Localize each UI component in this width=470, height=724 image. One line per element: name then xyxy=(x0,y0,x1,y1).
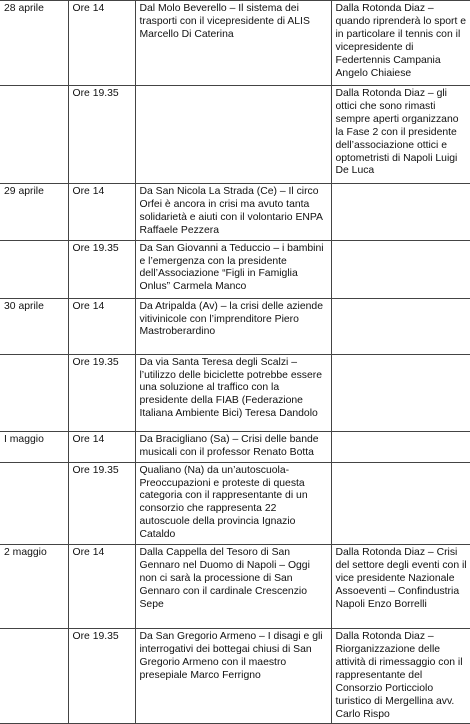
table-row xyxy=(0,298,470,354)
time-cell: Ore 14 xyxy=(68,431,135,462)
time-cell: Ore 14 xyxy=(68,545,135,629)
table-row xyxy=(0,86,470,184)
date-cell xyxy=(0,354,68,431)
location-topic-cell: Qualiano (Na) da un’autoscuola-Preoccupazioni e proteste di questa categoria con il rappresentante di un consorzio che rappresenta 22 autoscuole della provincia Ignazio Cataldo xyxy=(135,462,331,544)
date-cell xyxy=(0,240,68,298)
time-cell: Ore 19.35 xyxy=(68,86,135,184)
location-topic-cell: Da San Giovanni a Teduccio – i bambini e l’emergenza con la presidente dell’Associazione “Figli in Famiglia Onlus” Carmela Manco xyxy=(135,240,331,298)
extra-segment-cell: Dalla Rotonda Diaz – Riorganizzazione delle attività di rimessaggio con il rappresentante del Consorzio Porticciolo turistico di Mergellina avv. Carlo Rispo xyxy=(331,629,470,724)
location-topic-cell: Da Atripalda (Av) – la crisi delle aziende vitivinicole con l’imprenditore Piero Mastroberardino xyxy=(135,298,331,354)
date-cell: 2 maggio xyxy=(0,545,68,629)
extra-segment-cell xyxy=(331,431,470,462)
time-cell: Ore 19.35 xyxy=(68,354,135,431)
extra-segment-cell: Dalla Rotonda Diaz – quando riprenderà lo sport e in particolare il tennis con il vicepresidente di Federtennis Campania Angelo Chiaiese xyxy=(331,1,470,86)
extra-segment-cell xyxy=(331,240,470,298)
table-row xyxy=(0,184,470,241)
time-cell: Ore 19.35 xyxy=(68,629,135,724)
date-cell: I maggio xyxy=(0,431,68,462)
extra-segment-cell xyxy=(331,462,470,544)
date-cell xyxy=(0,86,68,184)
extra-segment-cell: Dalla Rotonda Diaz – Crisi del settore degli eventi con il vice presidente Nazionale Assoeventi – Confindustria Napoli Enzo Borrelli xyxy=(331,545,470,629)
extra-segment-cell xyxy=(331,354,470,431)
location-topic-cell: Da Bracigliano (Sa) – Crisi delle bande musicali con il professor Renato Botta xyxy=(135,431,331,462)
extra-segment-cell xyxy=(331,184,470,241)
table-row xyxy=(0,240,470,298)
location-topic-cell: Da San Gregorio Armeno – I disagi e gli interrogativi dei bottegai chiusi di San Gregorio Armeno con il maestro presepiale Marco Ferrigno xyxy=(135,629,331,724)
location-topic-cell xyxy=(135,86,331,184)
date-cell xyxy=(0,462,68,544)
date-cell xyxy=(0,629,68,724)
location-topic-cell: Dalla Cappella del Tesoro di San Gennaro nel Duomo di Napoli – Oggi non ci sarà la processione di San Gennaro con il cardinale Crescenzio Sepe xyxy=(135,545,331,629)
date-cell: 28 aprile xyxy=(0,1,68,86)
table-row xyxy=(0,354,470,431)
table-row xyxy=(0,545,470,629)
extra-segment-cell xyxy=(331,298,470,354)
table-row xyxy=(0,431,470,462)
schedule-body xyxy=(0,1,470,724)
time-cell: Ore 19.35 xyxy=(68,462,135,544)
time-cell: Ore 14 xyxy=(68,298,135,354)
time-cell: Ore 14 xyxy=(68,184,135,241)
location-topic-cell: Da via Santa Teresa degli Scalzi – l’utilizzo delle biciclette potrebbe essere una soluzione al traffico con la presidente della FIAB (Federazione Italiana Ambiente Bici) Teresa Dandolo xyxy=(135,354,331,431)
date-cell: 29 aprile xyxy=(0,184,68,241)
table-row xyxy=(0,1,470,86)
table-row xyxy=(0,462,470,544)
time-cell: Ore 14 xyxy=(68,1,135,86)
time-cell: Ore 19.35 xyxy=(68,240,135,298)
extra-segment-cell: Dalla Rotonda Diaz – gli ottici che sono rimasti sempre aperti organizzano la Fase 2 con il presidente dell’associazione ottici e optometristi di Napoli Luigi De Luca xyxy=(331,86,470,184)
location-topic-cell: Dal Molo Beverello – Il sistema dei trasporti con il vicepresidente di ALIS Marcello Di Caterina xyxy=(135,1,331,86)
location-topic-cell: Da San Nicola La Strada (Ce) – Il circo Orfei è ancora in crisi ma avuto tanta solidarietà e aiuti con il volontario ENPA Raffaele Pezzera xyxy=(135,184,331,241)
date-cell: 30 aprile xyxy=(0,298,68,354)
table-row xyxy=(0,629,470,724)
